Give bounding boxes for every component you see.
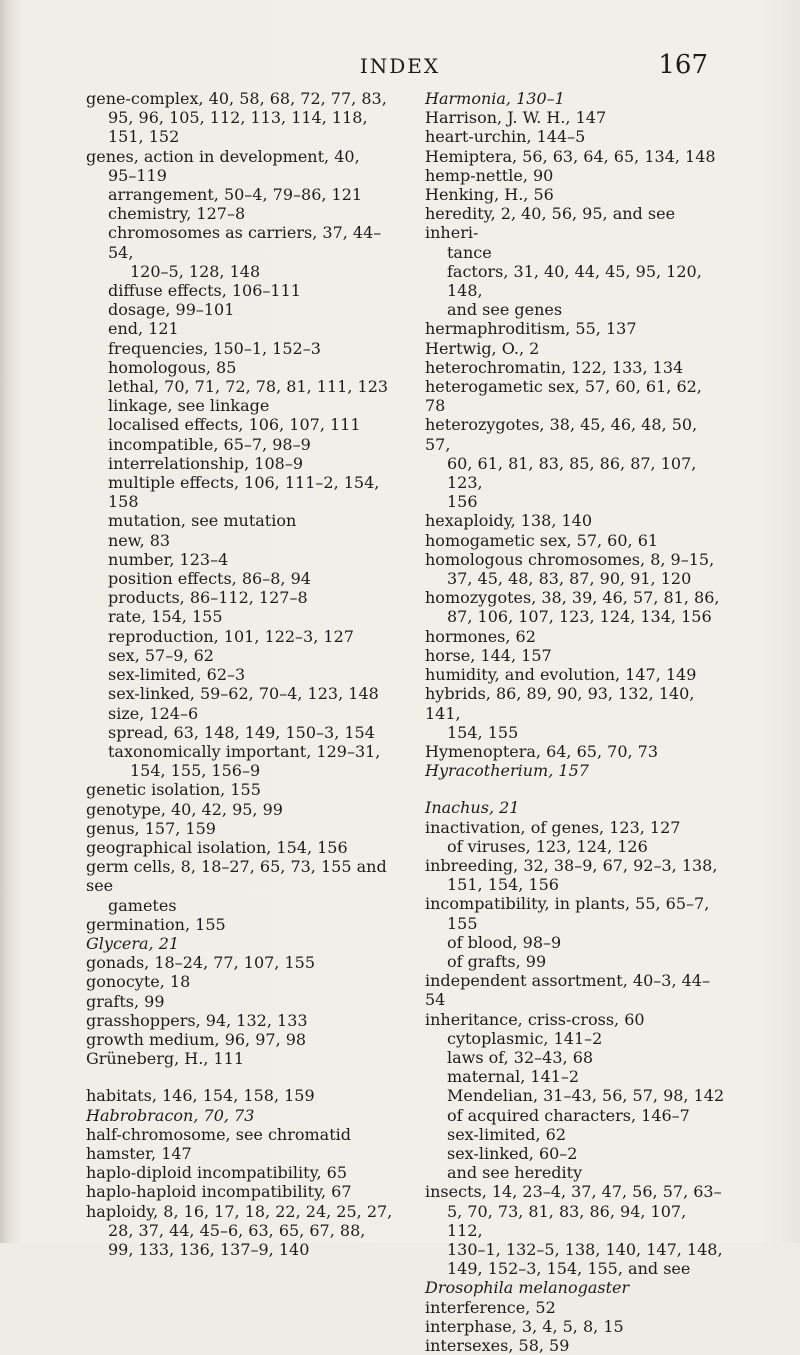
index-entry: laws of, 32–43, 68 [447, 1047, 594, 1067]
index-entry: genes, action in development, 40, [86, 146, 360, 166]
index-entry: horse, 144, 157 [425, 645, 552, 665]
index-entry: interphase, 3, 4, 5, 8, 15 [425, 1316, 624, 1336]
index-entry: 5, 70, 73, 81, 83, 86, 94, 107, 112, [447, 1201, 687, 1240]
index-entry: Hymenoptera, 64, 65, 70, 73 [425, 741, 659, 761]
index-entry: heart-urchin, 144–5 [425, 127, 586, 147]
index-entry: haplo-haploid incompatibility, 67 [86, 1182, 352, 1202]
index-entry: maternal, 141–2 [447, 1067, 580, 1087]
index-entry: and see genes [447, 300, 563, 320]
page-number: 167 [658, 50, 708, 80]
index-entry: linkage, see linkage [108, 396, 270, 416]
index-entry: diffuse effects, 106–111 [108, 281, 301, 301]
index-entry: independent assortment, 40–3, 44–54 [425, 971, 710, 1010]
index-entry: mutation, see mutation [108, 511, 297, 531]
index-entry: multiple effects, 106, 111–2, 154, 158 [108, 473, 380, 512]
index-entry: factors, 31, 40, 44, 45, 95, 120, 148, [447, 261, 702, 301]
page-title: INDEX [359, 54, 441, 78]
index-entry: Hertwig, O., 2 [425, 338, 540, 358]
index-entry: hormones, 62 [425, 626, 536, 646]
index-entry: homologous chromosomes, 8, 9–15, [425, 549, 715, 569]
index-entry: 28, 37, 44, 45–6, 63, 65, 67, 88, [108, 1220, 366, 1240]
index-entry: Hemiptera, 56, 63, 64, 65, 134, 148 [425, 146, 716, 166]
index-entry: lethal, 70, 71, 72, 78, 81, 111, 123 [108, 377, 389, 397]
index-entry: incompatibility, in plants, 55, 65–7, [425, 894, 710, 914]
index-entry: hamster, 147 [86, 1143, 192, 1163]
index-entry: sex-limited, 62 [447, 1124, 567, 1144]
index-entry: spread, 63, 148, 149, 150–3, 154 [108, 722, 375, 742]
index-entry: hexaploidy, 138, 140 [425, 511, 593, 531]
index-entry: and see heredity [447, 1163, 583, 1183]
index-entry: heredity, 2, 40, 56, 95, and see inheri- [425, 204, 676, 243]
index-entry: arrangement, 50–4, 79–86, 121 [108, 185, 363, 205]
index-entry: taxonomically important, 129–31, [108, 741, 381, 761]
index-entry: localised effects, 106, 107, 111 [108, 415, 361, 435]
index-entry: size, 124–6 [108, 703, 199, 723]
index-entry: reproduction, 101, 122–3, 127 [108, 626, 354, 646]
index-entry: sex-linked, 59–62, 70–4, 123, 148 [108, 684, 379, 704]
index-entry: sex, 57–9, 62 [108, 645, 214, 665]
index-entry: chromosomes as carriers, 37, 44–54, [108, 223, 382, 262]
index-entry: genotype, 40, 42, 95, 99 [86, 799, 283, 819]
index-entry: genus, 157, 159 [86, 818, 216, 838]
index-entry: position effects, 86–8, 94 [108, 569, 311, 589]
index-entry: cytoplasmic, 141–2 [447, 1028, 603, 1048]
index-entry: inactivation, of genes, 123, 127 [425, 817, 681, 837]
index-entry: Harrison, J. W. H., 147 [425, 108, 607, 128]
index-entry: Henking, H., 56 [425, 185, 554, 205]
index-entry: 120–5, 128, 148 [130, 261, 261, 281]
index-entry: 60, 61, 81, 83, 85, 86, 87, 107, 123, [447, 453, 697, 493]
index-entry: germ cells, 8, 18–27, 65, 73, 155 and see [86, 857, 387, 896]
index-column-right [425, 89, 725, 1355]
index-entry: 130–1, 132–5, 138, 140, 147, 148, [447, 1239, 723, 1259]
index-entry: Harmonia, 130–1 [425, 89, 565, 108]
index-entry: hybrids, 86, 89, 90, 93, 132, 140, 141, [425, 684, 695, 723]
index-entry: incompatible, 65–7, 98–9 [108, 434, 311, 454]
index-entry: Glycera, 21 [86, 933, 180, 953]
index-entry: rate, 154, 155 [108, 607, 223, 627]
index-entry: of grafts, 99 [447, 951, 547, 971]
index-entry: 87, 106, 107, 123, 124, 134, 156 [447, 607, 712, 627]
index-entry: Mendelian, 31–43, 56, 57, 98, 142 [447, 1086, 725, 1106]
index-entry: products, 86–112, 127–8 [108, 588, 308, 608]
index-entry: frequencies, 150–1, 152–3 [108, 338, 321, 358]
index-entry: heterogametic sex, 57, 60, 61, 62, 78 [425, 377, 702, 416]
index-entry: 155 [447, 913, 478, 933]
index-entry: 154, 155 [447, 722, 519, 742]
index-entry: heterochromatin, 122, 133, 134 [425, 357, 684, 377]
index-entry: homogametic sex, 57, 60, 61 [425, 530, 659, 550]
index-entry: dosage, 99–101 [108, 300, 235, 320]
page-header [0, 48, 800, 88]
index-entry: heterozygotes, 38, 45, 46, 48, 50, 57, [425, 415, 698, 454]
index-entry: interference, 52 [425, 1297, 556, 1317]
index-entry: habitats, 146, 154, 158, 159 [86, 1086, 315, 1106]
index-entry: new, 83 [108, 530, 171, 550]
index-entry: grafts, 99 [86, 991, 165, 1011]
index-entry: homozygotes, 38, 39, 46, 57, 81, 86, [425, 588, 720, 608]
index-entry: grasshoppers, 94, 132, 133 [86, 1010, 308, 1030]
index-entry: 151, 152 [108, 127, 180, 147]
index-entry: 156 [447, 492, 478, 512]
index-entry: 151, 154, 156 [447, 875, 559, 895]
index-entry: gametes [108, 895, 177, 915]
index-entry: tance [447, 242, 492, 262]
index-entry: 99, 133, 136, 137–9, 140 [108, 1239, 310, 1259]
index-entry: Drosophila melanogaster [425, 1278, 630, 1298]
index-entry: 149, 152–3, 154, 155, and see [447, 1259, 691, 1279]
index-entry: germination, 155 [86, 914, 226, 934]
index-entry: haploidy, 8, 16, 17, 18, 22, 24, 25, 27, [86, 1201, 393, 1221]
index-entry: hemp-nettle, 90 [425, 165, 554, 185]
index-entry: 95, 96, 105, 112, 113, 114, 118, [108, 108, 368, 128]
index-entry: insects, 14, 23–4, 37, 47, 56, 57, 63– [425, 1182, 722, 1202]
index-entry: sex-limited, 62–3 [108, 665, 246, 685]
index-entry: end, 121 [108, 319, 179, 339]
section-gap [86, 1068, 402, 1086]
index-entry: hermaphroditism, 55, 137 [425, 319, 637, 339]
index-entry: Hyracotherium, 157 [425, 761, 589, 781]
index-entry: geographical isolation, 154, 156 [86, 837, 348, 857]
index-entry: number, 123–4 [108, 549, 229, 569]
index-entry: of blood, 98–9 [447, 932, 562, 952]
index-entry: genetic isolation, 155 [86, 780, 261, 800]
index-entry: gonocyte, 18 [86, 972, 191, 992]
index-entry: Grüneberg, H., 111 [86, 1049, 245, 1069]
index-entry: gonads, 18–24, 77, 107, 155 [86, 953, 316, 973]
index-entry: chemistry, 127–8 [108, 204, 246, 224]
index-entry: inbreeding, 32, 38–9, 67, 92–3, 138, [425, 855, 718, 875]
index-entry: of viruses, 123, 124, 126 [447, 836, 648, 856]
index-entry: inheritance, criss-cross, 60 [425, 1009, 645, 1029]
index-entry: humidity, and evolution, 147, 149 [425, 665, 697, 685]
index-entry: interrelationship, 108–9 [108, 453, 303, 473]
index-entry: Inachus, 21 [425, 798, 520, 818]
section-gap [425, 780, 725, 798]
index-entry: 37, 45, 48, 83, 87, 90, 91, 120 [447, 569, 692, 589]
index-entry: growth medium, 96, 97, 98 [86, 1029, 307, 1049]
index-entry: 154, 155, 156–9 [130, 761, 261, 781]
index-entry: 95–119 [108, 165, 167, 185]
index-entry: Habrobracon, 70, 73 [86, 1105, 255, 1125]
index-entry: sex-linked, 60–2 [447, 1143, 578, 1163]
index-entry: gene-complex, 40, 58, 68, 72, 77, 83, [86, 89, 387, 108]
index-entry: half-chromosome, see chromatid [86, 1124, 352, 1144]
index-entry: of acquired characters, 146–7 [447, 1105, 690, 1125]
index-entry: intersexes, 58, 59 [425, 1336, 570, 1355]
index-column-left [86, 89, 402, 1259]
index-entry: homologous, 85 [108, 357, 237, 377]
index-entry: haplo-diploid incompatibility, 65 [86, 1163, 348, 1183]
